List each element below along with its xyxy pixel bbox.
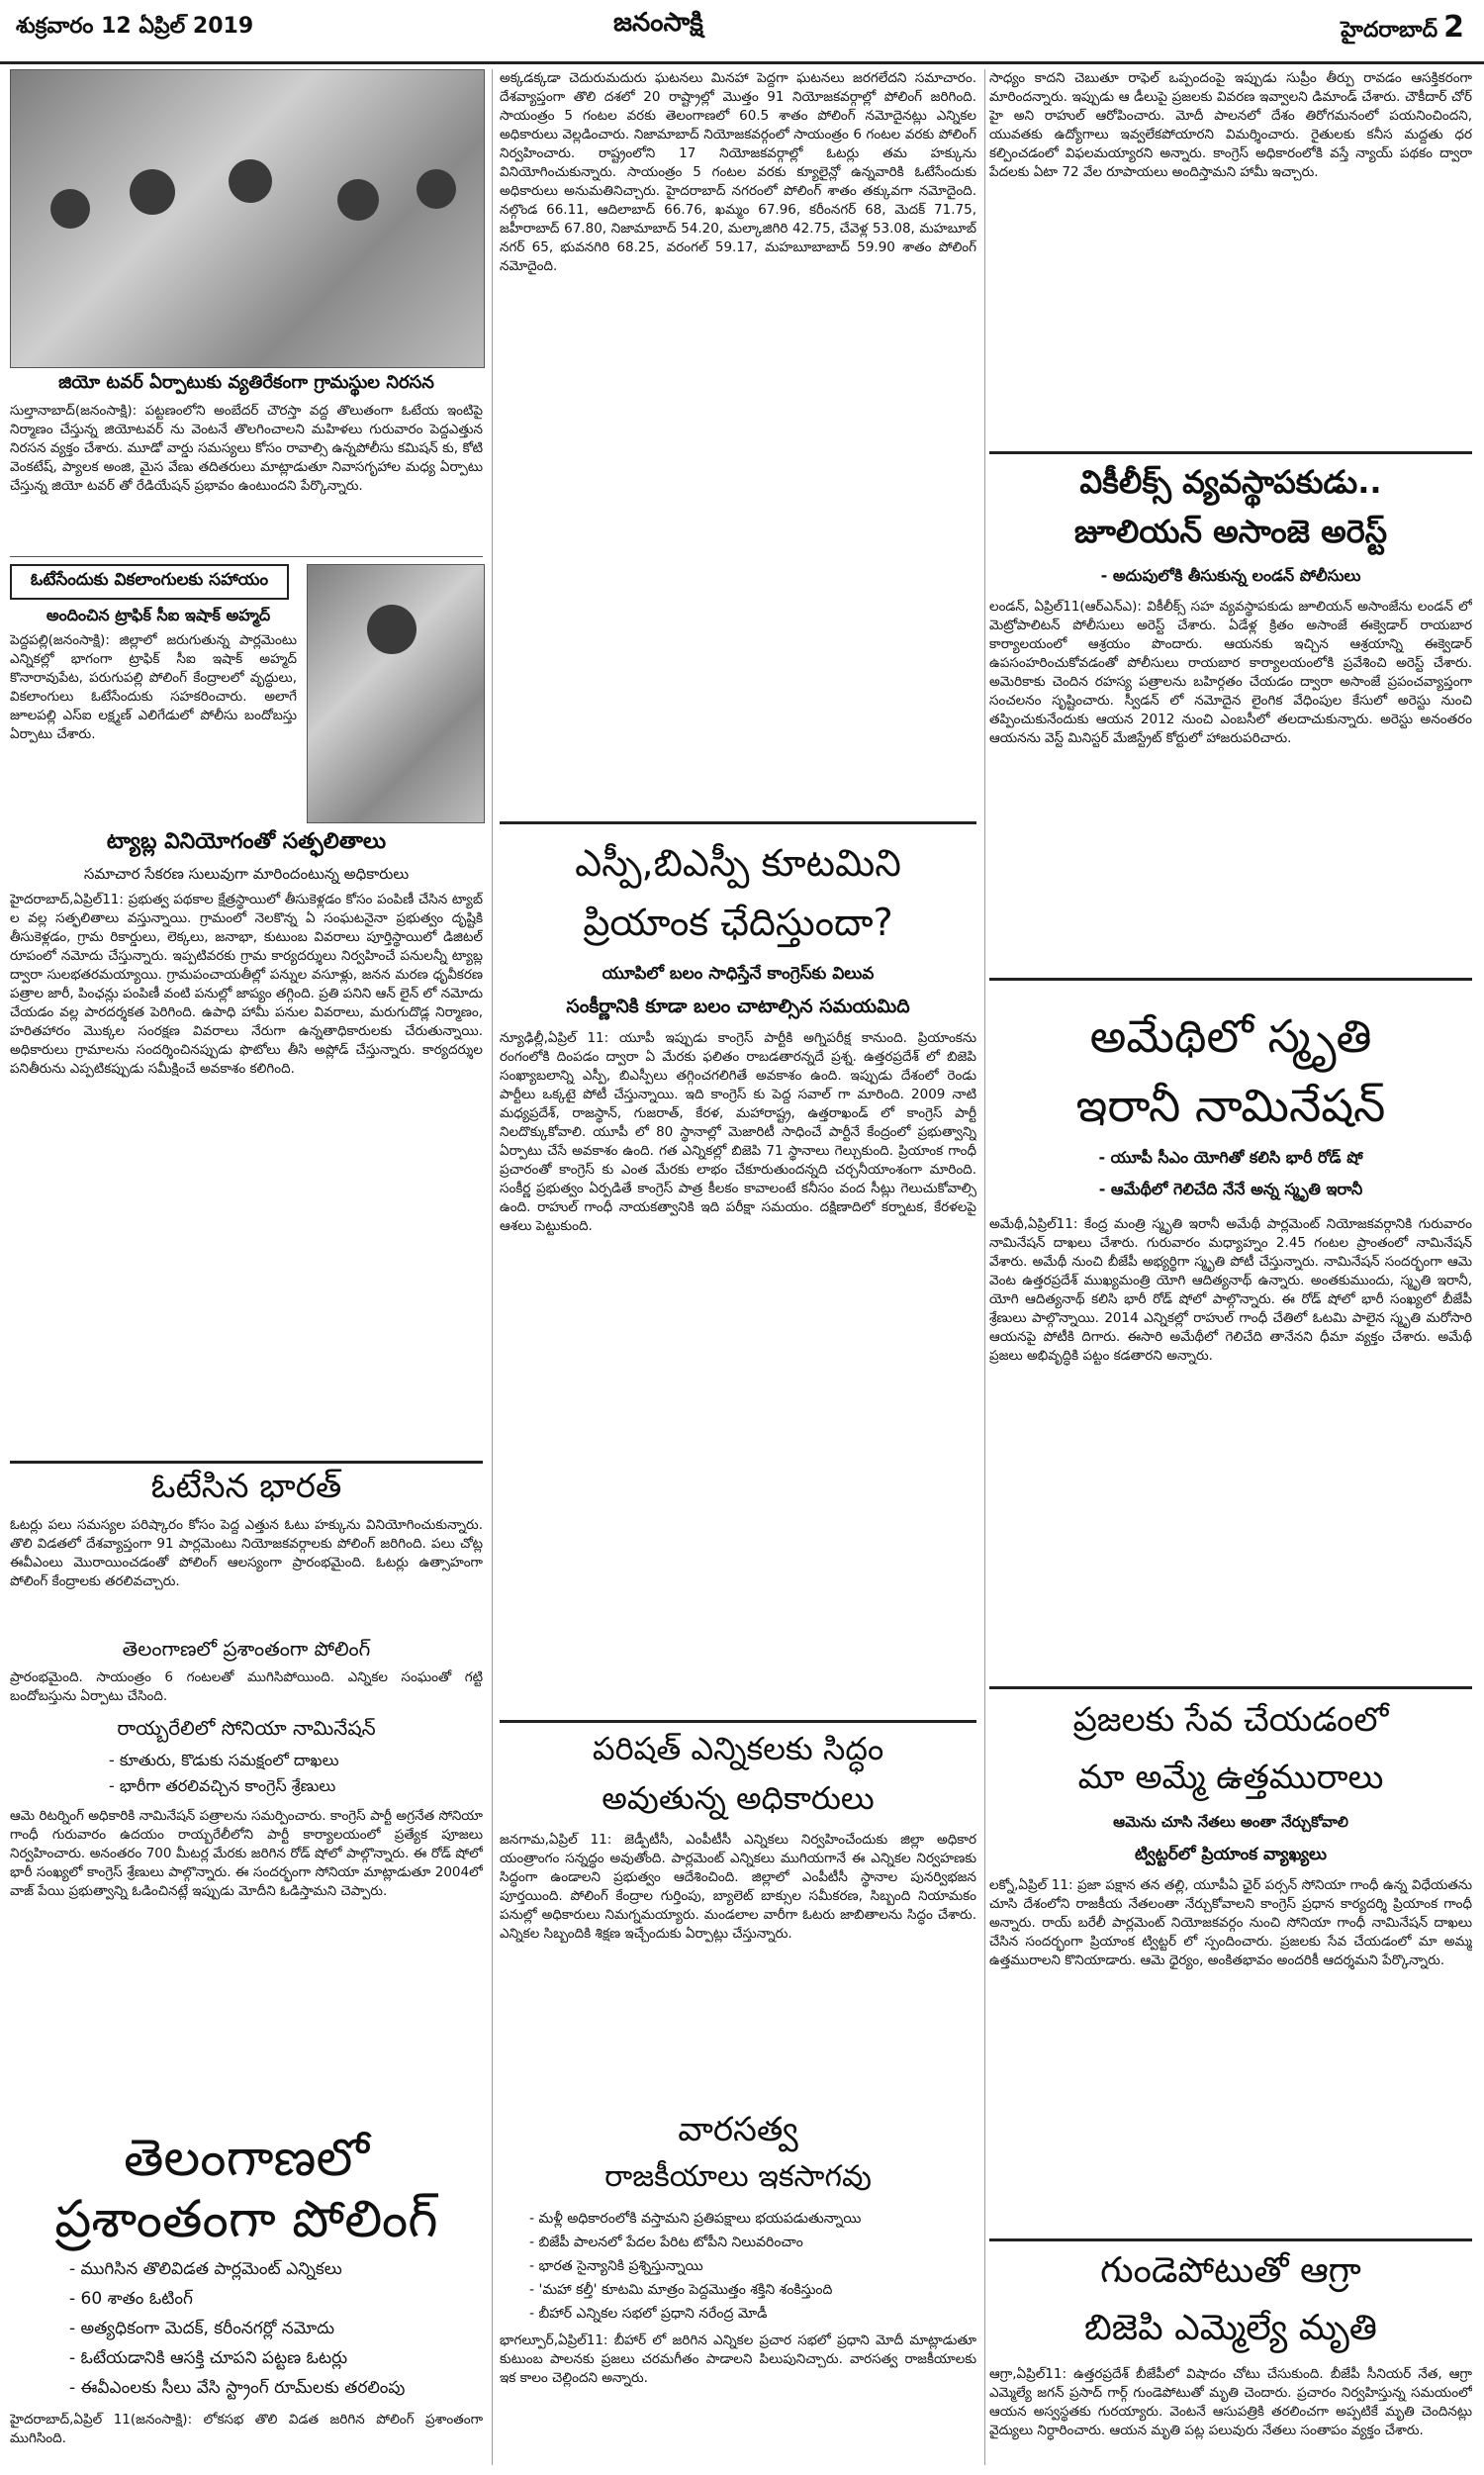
sonia-priyanka-headline-1: ప్రజలకు సేవ చేయడంలో: [1072, 1700, 1389, 1740]
sonia-priyanka-headline-2: మా అమ్మే ఉత్తమురాలు: [1077, 1758, 1384, 1797]
sonia-bullets: [109, 1748, 483, 1799]
bullet: - ఓటేయడానికి ఆసక్తి చూపని పట్టణ ఓటర్లు: [69, 2348, 348, 2368]
page-number: 2: [1443, 10, 1464, 45]
tablets-subhead: సమాచార సేకరణ సులువుగా మారిందంటున్న అధికారులు: [83, 865, 410, 883]
photo1-caption: జియో టవర్ ఏర్పాటుకు వ్యతిరేకంగా గ్రామస్థుల నిరసన: [58, 372, 434, 393]
story-jio-tower: సుల్తానాబాద్(జనంసాక్షి): పట్టణంలోని అంబేదర్ చౌరస్తా వద్ద తొలుతంగా ఓటేయ ఇంటిపై నిర్మాణం చేస్తున్న జియోటవర్ ను వెంటనే తొలగించాలని మహిళలు గురువారం పెద్దఎత్తున నిరసన వ్యక్తం చేశారు. మూడో వార్డు సమస్యలు కోసం రావాల్సి ఉన్నపోలీసు కమిషన్ కు, కోటి వెంకటేష్, ప్యాలక అంజి, మైస వేణు తదితరులు మాట్లాడుతూ నివాసగృహాల మధ్య ఏర్పాటు చేస్తున్న జియో టవర్ తో రేడియేషన్ ప్రభావం ఉంటుందని పేర్కొన్నారు.: [10, 403, 483, 494]
column-3: [989, 69, 1474, 2465]
story-agra-mla: ఆగ్రా,ఏప్రిల్11: ఉత్తరప్రదేశ్ బీజేపీలో విషాదం చోటు చేసుకుంది. బీజేపీ సీనియర్ నేత, ఆగ్రా ఎమ్మెల్యే జగన్ ప్రసాద్ గార్గ్ గుండెపోటుతో మృతి చెందారు. ప్రచారం నిర్వహిస్తున్న సమయంలో ఆయన అస్వస్థతకు గురయ్యారు. వెంటనే ఆసుపత్రికి తరలించగా అప్పటికే మృతి చెందినట్లు వైద్యులు నిర్ధారించారు. ఆయన మృతి పట్ల పలువురు నేతలు సంతాపం వ్యక్తం చేశారు.: [989, 2366, 1472, 2438]
story-polling-continued: అక్కడక్కడా చెదురుమదురు ఘటనలు మినహా పెద్దగా ఘటనలు జరగలేదని సమాచారం. దేశవ్యాప్తంగా తొలి దశలో 20 రాష్ట్రాల్లో మొత్తం 91 నియోజకవర్గాల్లో పోలింగ్ జరిగింది. సాయంత్రం 5 గంటల వరకు తెలంగాణలో 60.5 శాతం పోలింగ్ నమోదైనట్లు ఎన్నికల అధికారులు వెల్లడించారు. నిజామాబాద్ నియోజకవర్గంలో సాయంత్రం 6 గంటల వరకు పోలింగ్ నిర్వహించారు. రాష్ట్రంలోని 17 నియోజకవర్గాల్లో ఓటర్లు తమ హక్కును వినియోగించుకున్నారు. సాయంత్రం 5 గంటల వరకు క్యూలైన్లో ఉన్నవారికి ఓటేసేందుకు అధికారులు అనుమతినిచ్చారు. హైదరాబాద్ నగరంలో పోలింగ్ శాతం తక్కువగా నమోదైంది. నల్గొండ 66.11, ఆదిలాబాద్ 66.76, ఖమ్మం 67.96, కరీంనగర్ 68, మెదక్ 71.75, జహీరాబాద్ 67.80, నిజామాబాద్ 54.20, మల్కాజిగిరి 42.75, చేవెళ్ల 53.08, మహబూబ్ నగర్ 65, భువనగిరి 68.25, వరంగల్ 59.17, మహబూబాబాద్ 59.90 శాతం పోలింగ్ నమోదైంది.: [500, 70, 976, 274]
bullet: - అత్యధికంగా మెదక్, కరీంనగర్లో నమోదు: [69, 2319, 335, 2338]
parishad-headline-1: పరిషత్ ఎన్నికలకు సిద్ధం: [592, 1730, 884, 1767]
newspaper-name: జనంసాక్షి: [613, 8, 703, 38]
column-divider: [492, 69, 493, 2465]
telangana-small-headline: తెలంగాణలో ప్రశాంతంగా పోలింగ్: [122, 1637, 371, 1661]
smriti-subhead-1: - యూపీ సీఎం యోగితో కలిసి భారీ రోడ్ షో: [1098, 1148, 1363, 1167]
agra-mla-headline-1: గుండెపోటుతో ఆగ్రా: [1100, 2250, 1361, 2291]
dynasty-headline-1: వారసత్వ: [678, 2110, 798, 2149]
smriti-headline-1: అమేథిలో స్మృతి: [1089, 1009, 1372, 1063]
smriti-headline-2: ఇరానీ నామినేషన్: [1075, 1079, 1386, 1132]
issue-date: శుక్రవారం 12 ఏప్రిల్ 2019: [16, 14, 254, 39]
bullet: - భారత సైన్యానికి ప్రశ్నిస్తున్నాయి: [529, 2258, 703, 2274]
story-telangana-tail: హైదరాబాద్,ఏప్రిల్ 11(జనంసాక్షి): లోకసభ తొలి విడత జరిగిన పోలింగ్ ప్రశాంతంగా ముగిసింది.: [10, 2412, 483, 2446]
edition-city: [1341, 10, 1464, 48]
story-smriti: అమేథీ,ఏప్రిల్11: కేంద్ర మంత్రి స్మృతి ఇరానీ అమేథీ పార్లమెంట్ నియోజకవర్గానికి గురువారం నామినేషన్ దాఖలు చేశారు. గురువారం మధ్యాహ్నం 2.45 గంటల ప్రాంతంలో నామినేషన్ వేశారు. అమేథీ నుంచి బీజేపీ అభ్యర్థిగా స్మృతి పోటీ చేస్తున్నారు. నామినేషన్ సందర్భంగా ఆమె వెంట ఉత్తరప్రదేశ్ ముఖ్యమంత్రి యోగి ఆదిత్యనాథ్ ఉన్నారు. అంతకుముందు, స్మృతి ఇరానీ, యోగి ఆదిత్యనాథ్ కలిసి భారీ రోడ్ షోలో పాల్గొన్నారు. ఈ రోడ్ షోలో భారీ సంఖ్యలో బీజేపీ శ్రేణులు పాల్గొన్నాయి. 2014 ఎన్నికల్లో రాహుల్ గాంధీ చేతిలో ఓటమి పాలైన స్మృతి మరోసారి ఆయనపై పోటీకి దిగారు. ఈసారి అమేథీలో గెలిచేది తానేనని ధీమా వ్యక్తం చేశారు. అమేథీ ప్రజలు అభివృద్ధికి పట్టం కడతారని అన్నారు.: [989, 1216, 1472, 1364]
dynasty-bullets: [529, 2207, 976, 2326]
priyanka-subhead-2: సంకీర్ణానికి కూడా బలం చాటాల్సిన సమయమిది: [566, 996, 910, 1017]
telangana-big-headline: తెలంగాణలో ప్రశాంతంగా పోలింగ్: [54, 2129, 438, 2249]
story-priyanka: న్యూఢిల్లీ,ఏప్రిల్ 11: యూపీ ఇప్పుడు కాంగ్రెస్ పార్టీకి అగ్నిపరీక్ష కానుంది. ప్రియాంకను రంగంలోకి దింపడం ద్వారా ఏ మేరకు ఫలితం రాబడతారన్నదే ప్రశ్న. ఉత్తరప్రదేశ్ లో బిజెపి సంఖ్యాబలాన్ని ఎస్పీ, బిఎస్పీలు తగ్గించగలిగితే అవకాశం ఉంది. ఇప్పుడు దేశంలో రెండు పార్టీలు ఒక్కటై పోటీ చేస్తున్నాయి. ఇది కాంగ్రెస్ కు పెద్ద సవాల్ గా మారింది. 2009 నాటి మధ్యప్రదేశ్, రాజస్థాన్, గుజరాత్, కేరళ, మహారాష్ట్ర, ఉత్తరాఖండ్ లో కాంగ్రెస్ పార్టీ నిలదొక్కుకోవాలి. యూపీ లో 80 స్థానాల్లో మెజారిటీ సాధించే పార్టీనే కేంద్రంలో ప్రభుత్వాన్ని ఏర్పాటు చేసే అవకాశం ఉంది. గత ఎన్నికల్లో బిజెపి 71 స్థానాలు గెల్చుకుంది. ప్రియాంక గాంధీ ప్రచారంతో కాంగ్రెస్ కు ఎంత మేరకు లాభం చేకూరుతుందన్నది చర్చనీయాంశంగా మారింది. సంకీర్ణ ప్రభుత్వం ఏర్పడితే కాంగ్రెస్ పాత్ర కీలకం కావాలంటే కనీసం వంద సీట్లు గెలుచుకోవాల్సి ఉంది. రాహుల్ గాంధీ నాయకత్వానికి ఇది పరీక్షా సమయం. దక్షిణాదిలో కర్నాటక, కేరళలపై ఆశలు పెట్టుకుంది.: [500, 1030, 976, 1234]
sonia-headline: రాయ్బరేలిలో సోనియా నామినేషన్: [117, 1716, 376, 1740]
story-sonia: ఆమె రిటర్నింగ్ అధికారికి నామినేషన్ పత్రాలను సమర్పించారు. కాంగ్రెస్ పార్టీ అగ్రనేత సోనియా గాంధీ గురువారం ఉదయం రాయ్బరేలీలోని పార్టీ కార్యాలయంలో ప్రత్యేక పూజలు నిర్వహించారు. అనంతరం 700 మీటర్ల మేరకు జరిగిన రోడ్ షోలో పాల్గొన్నారు. ఈ రోడ్ షోలో భారీ సంఖ్యలో కాంగ్రెస్ శ్రేణులు పాల్గొన్నారు. ఈ సందర్భంగా సోనియా మాట్లాడుతూ 2004లో వాజ్ పేయి ప్రభుత్వాన్ని ఓడించినట్లే ఇప్పుడు మోదీని ఓడిస్తామని చెప్పారు.: [10, 1808, 483, 1899]
smriti-subhead-2: - ఆమేథీలో గెలిచేది నేనే అన్న స్మృతి ఇరానీ: [1098, 1180, 1363, 1198]
voted-india-headline: ఓటేసిన భారత్: [150, 1467, 342, 1506]
bullet: - కూతురు, కొడుకు సమక్షంలో దాఖలు: [109, 1751, 339, 1769]
assange-subhead: - అదుపులోకి తీసుకున్న లండన్ పోలీసులు: [1100, 566, 1361, 585]
parishad-headline-2: అవుతున్న అధికారులు: [602, 1779, 875, 1817]
column-1: [10, 69, 485, 2465]
story-parishad: జనగామ,ఏప్రిల్ 11: జెడ్పీటీసీ, ఎంపీటీసీ ఎన్నికలు నిర్వహించేందుకు జిల్లా అధికార యంత్రాంగం సన్నద్ధం అవుతోంది. పార్లమెంట్ ఎన్నికలు ముగియగానే ఈ ఎన్నికల నిర్వహణకు సిద్ధంగా ఉండాలని ప్రభుత్వం ఆదేశించింది. జిల్లాలో ఎంపీటీసీ స్థానాల పునర్విభజన పూర్తయింది. పోలింగ్ కేంద్రాల గుర్తింపు, బ్యాలెట్ బాక్సుల సమీకరణ, సిబ్బంది నియామకం పనుల్లో అధికారులు నిమగ్నమయ్యారు. మండలాల వారీగా ఓటరు జాబితాలను సిద్ధం చేశారు. ఎన్నికల సిబ్బందికి శిక్షణ ఇచ్చేందుకు ఏర్పాట్లు చేస్తున్నారు.: [500, 1832, 976, 1942]
bullet: - మళ్లీ అధికారంలోకి వస్తామని ప్రతిపక్షాలు భయపడుతున్నాయి: [529, 2211, 862, 2227]
agra-mla-headline-2: బిజెపి ఎమ్మెల్యే మృతి: [1084, 2308, 1377, 2348]
story-tablets: హైదరాబాద్,ఏప్రిల్11: ప్రభుత్వ పథకాల క్షేత్రస్థాయిలో తీసుకెళ్లడం కోసం పంపిణీ చేసిన ట్యాబ్ ల వల్ల సత్ఫలితాలు వస్తున్నాయి. గ్రామంలో నెలకొన్న ఏ సంఘటనైనా ప్రభుత్వం దృష్టికి తీసుకెళ్లడం, గ్రామ రికార్డులు, లెక్కలు, జనాభా, కుటుంబ వివరాలు పూర్తిస్థాయిలో డిజిటల్ రూపంలో నమోదు చేస్తున్నారు. ఇప్పటివరకు గ్రామ కార్యదర్శులు నిర్వహించే పనులన్నీ ట్యాబ్ల ద్వారా సులభతరమయ్యాయి. గ్రామపంచాయతీల్లో పన్నుల వసూళ్లు, జనన మరణ ధృవీకరణ పత్రాల జారీ, పింఛన్లు పంపిణీ వంటి పనుల్లో జాప్యం తగ్గింది. ప్రతి పనిని ఆన్ లైన్ లో నమోదు చేయడం వల్ల పారదర్శకత పెరిగింది. ఉపాధి హామీ పనుల వివరాలు, మరుగుదొడ్ల నిర్మాణం, హరితహారం మొక్కల సంరక్షణ వివరాలు నేరుగా ఉన్నతాధికారులకు చేరుతున్నాయి. అధికారులు గ్రామాలను సందర్శించినప్పుడు ఫొటోలు తీసి అప్లోడ్ చేస్తున్నారు. కార్యదర్శుల పనితీరును ఎప్పటికప్పుడు సమీక్షించే అవకాశం కలిగింది.: [10, 892, 483, 1077]
story-dynasty: భాగల్పూర్,ఏప్రిల్11: బీహార్ లో జరిగిన ఎన్నికల ప్రచార సభలో ప్రధాని మోదీ మాట్లాడుతూ కుటుంబ పాలనకు ప్రజలు చరమగీతం పాడాలని పిలుపునిచ్చారు. వారసత్వ రాజకీయాలకు ఇక కాలం చెల్లిందని అన్నారు.: [500, 2332, 976, 2386]
bullet: - 60 శాతం ఓటింగ్: [69, 2289, 193, 2309]
priyanka-subhead-1: యూపిలో బలం సాధిస్తేనే కాంగ్రెస్‌కు విలువ: [602, 964, 875, 984]
protest-photo: [10, 69, 485, 368]
bullet: - బీహార్ ఎన్నికల సభలో ప్రధాని నరేంద్ర మోడీ: [529, 2306, 768, 2322]
story-telangana-small: ప్రారంభమైంది. సాయంత్రం 6 గంటలతో ముగిసిపోయింది. ఎన్నికల సంఘంతో గట్టి బందోబస్తును ఏర్పాటు చేసింది.: [10, 1669, 483, 1704]
sonia-priyanka-subhead-2: ట్విట్టర్‌లో ప్రియాంక వ్యాఖ్యలు: [1135, 1845, 1327, 1864]
box-headline: ఓటేసేందుకు వికలాంగులకు సహాయం: [10, 564, 289, 600]
assange-headline-1: వికీలీక్స్ వ్యవస్థాపకుడు..: [1079, 463, 1382, 501]
story-assange: లండన్, ఏప్రిల్11(ఆర్ఎన్ఎ): వికీలీక్స్ సహ వ్యవస్థాపకుడు జూలియన్ అసాంజేను లండన్ లో మెట్రోపాలిటన్ పోలీసులు అరెస్ట్ చేశారు. ఏడేళ్ల క్రితం అసాంజే ఈక్వెడార్ రాయబార కార్యాలయంలో ఆశ్రయం పొందారు. ఆయనకు ఇచ్చిన ఆశ్రయాన్ని ఈక్వెడార్ ఉపసంహరించుకోవడంతో పోలీసులు రాయబార కార్యాలయంలోకి ప్రవేశించి అరెస్ట్ చేశారు. అమెరికాకు చెందిన రహస్య పత్రాలను బహిర్గతం చేయడం ద్వారా అసాంజే ప్రపంచవ్యాప్తంగా సంచలనం సృష్టించారు. స్వీడన్ లో నమోదైన లైంగిక వేధింపుల కేసులో అరెస్టు నుంచి తప్పించుకునేందుకు ఆయన 2012 నుంచి ఎంబసీలో తలదాచుకున్నారు. అరెస్టు అనంతరం ఆయనను వెస్ట్ మినిస్టర్ మేజిస్ట్రేట్ కోర్టులో హాజరుపరిచారు.: [989, 599, 1472, 746]
story-voted-india: ఓటర్లు పలు సమస్యల పరిష్కారం కోసం పెద్ద ఎత్తున ఓటు హక్కును వినియోగించుకున్నారు. తొలి విడతలో దేశవ్యాప్తంగా 91 పార్లమెంటు నియోజకవర్గాలకు పోలింగ్ జరిగింది. పలు చోట్ల ఈవీఎంలు మొరాయించడంతో పోలింగ్ ఆలస్యంగా ప్రారంభమైంది. ఓటర్లు ఉత్సాహంగా పోలింగ్ కేంద్రాలకు తరలివచ్చారు.: [10, 1517, 483, 1589]
priyanka-headline-1: ఎస్పీ,బిఎస్పీ కూటమిని: [575, 841, 901, 885]
city-name: హైదరాబాద్: [1341, 18, 1438, 43]
tablets-headline: ట్యాబ్ల వినియోగంతో సత్ఫలితాలు: [106, 829, 387, 854]
telangana-bullets: [69, 2254, 483, 2403]
dynasty-headline-2: రాజకీయాలు ఇకసాగవు: [604, 2159, 872, 2194]
story-traffic-ci: పెద్దపల్లి(జనంసాక్షి): జిల్లాలో జరుగుతున్న పార్లమెంటు ఎన్నికల్లో భాగంగా ట్రాఫిక్ సీఐ ఇషాక్ అహ్మద్ కొనారావుపేట, పరుగుపల్లి పోలింగ్ కేంద్రాలలో వృద్ధులు, వికలాంగులు ఓటేసేందుకు సహకరించారు. అలాగే జూలపల్లి ఎస్ఐ లక్ష్మణ్ ఎలిగేడులో పోలీసు బందోబస్తు ఏర్పాటు చేశారు.: [10, 632, 297, 742]
column-2: [500, 69, 979, 2465]
story-rahul-continued: సాధ్యం కాదని చెబుతూ రాఫెల్ ఒప్పందంపై ఇప్పుడు సుప్రీం తీర్పు రావడం ఆసక్తికరంగా మారిందన్నారు. ఇప్పుడు ఆ డీలుపై ప్రజలకు వివరణ ఇవ్వాలని డిమాండ్ చేశారు. చౌకీదార్ చోర్ హై అని రాహుల్ ఆరోపించారు. మోదీ పాలనలో దేశం తిరోగమనంలో పయనించిందని, యువతకు ఉద్యోగాలు ఇవ్వలేకపోయారని విమర్శించారు. రైతులకు కనీస మద్దతు ధర కల్పించడంలో విఫలమయ్యారని అన్నారు. కాంగ్రెస్ అధికారంలోకి వస్తే న్యాయ్ పథకం ద్వారా పేదలకు ఏటా 72 వేల రూపాయలు అందిస్తామని హామీ ఇచ్చారు.: [989, 70, 1472, 180]
bullet: - బిజేపీ పాలనలో పేదల పేరిట టోపీని నిలువరించాం: [529, 2235, 803, 2250]
sonia-priyanka-subhead-1: ఆమెను చూసి నేతలు అంతా నేర్చుకోవాలి: [1113, 1813, 1348, 1831]
column-divider: [984, 69, 985, 2465]
traffic-ci-photo: [307, 564, 485, 823]
box-subhead: అందించిన ట్రాఫిక్ సీఐ ఇషాక్ అహ్మద్: [46, 606, 271, 624]
story-sonia-priyanka: లక్నో,ఏప్రిల్ 11: ప్రజా పక్షాన తన తల్లి, యూపీఏ ఛైర్ పర్సన్ సోనియా గాంధీ ఉన్న విధేయతను చూసి దేశంలోని రాజకీయ నేతలంతా నేర్చుకోవాలని కాంగ్రెస్ ప్రధాన కార్యదర్శి ప్రియాంక గాంధీ అన్నారు. రాయ్ బరేలీ పార్లమెంట్ నియోజకవర్గం నుంచి సోనియా గాంధీ నామినేషన్ దాఖలు చేసిన సందర్భంగా ప్రియాంక ట్విట్టర్ లో స్పందించారు. ప్రజలకు సేవ చేయడంలో మా అమ్మ ఉత్తమురాలని కొనియాడారు. ఆమె ధైర్యం, అంకితభావం అందరికీ ఆదర్శమని పేర్కొన్నారు.: [989, 1877, 1472, 1968]
bullet: - ముగిసిన తొలివిడత పార్లమెంట్ ఎన్నికలు: [69, 2259, 342, 2279]
bullet: - ఈవీఎంలకు సీలు వేసి స్ట్రాంగ్ రూమ్‌లకు తరలింపు: [69, 2378, 406, 2398]
masthead: [0, 0, 1484, 64]
assange-headline-2: జూలియన్ అసాంజె అరెస్ట్: [1073, 513, 1388, 550]
priyanka-headline-2: ప్రియాంక ఛేదిస్తుందా?: [583, 901, 893, 944]
bullet: - 'మహా కల్తీ' కూటమి మాత్రం పెద్దమొత్తం శక్తిని శంకిస్తుంది: [529, 2282, 833, 2298]
bullet: - భారీగా తరలివచ్చిన కాంగ్రెస్ శ్రేణులు: [109, 1776, 336, 1795]
